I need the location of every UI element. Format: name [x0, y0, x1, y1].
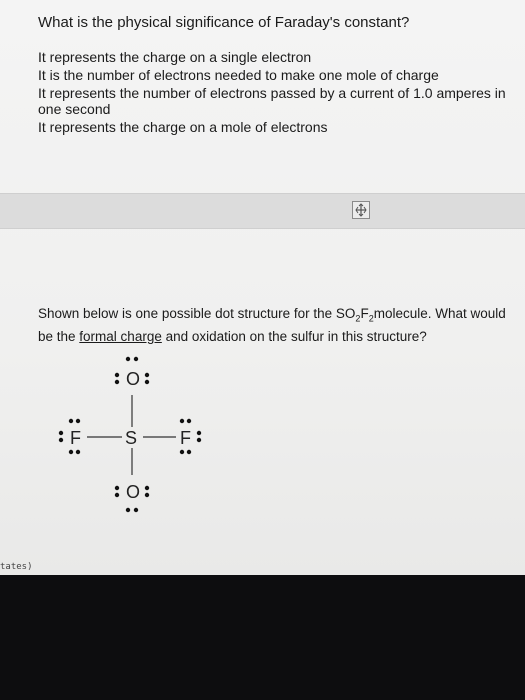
answer-option-1[interactable]: It represents the charge on a single electron [38, 49, 312, 65]
section-divider [0, 193, 525, 229]
monitor-bezel [0, 575, 525, 700]
formula-subscript-f: 2 [368, 313, 374, 324]
formal-charge-link: formal charge [79, 328, 162, 344]
atom-sulfur: S [125, 428, 138, 448]
atom-oxygen-top: O [126, 369, 141, 389]
lewis-structure [40, 345, 240, 520]
formula-subscript-o: 2 [355, 313, 361, 324]
resize-handle-icon[interactable] [352, 201, 370, 219]
answer-option-2[interactable]: It is the number of electrons needed to make one mole of charge [38, 67, 439, 83]
question-faraday [38, 14, 523, 137]
side-label: tates) [0, 562, 33, 572]
atom-fluorine-right: F [180, 428, 191, 448]
formula-f: F [360, 306, 369, 321]
question-text-end: and oxidation on the sulfur in this structure? [161, 328, 427, 344]
question-text [38, 305, 518, 345]
atom-oxygen-bottom: O [126, 482, 141, 502]
question-title: What is the physical significance of Faraday's constant? [38, 14, 410, 31]
question-text-mid: molecule. What would be the [38, 306, 506, 344]
answer-option-3[interactable]: It represents the number of electrons passed by a current of 1.0 amperes in one second [38, 85, 506, 117]
atom-fluorine-left: F [70, 428, 81, 448]
answer-option-4[interactable]: It represents the charge on a mole of electrons [38, 119, 328, 135]
question-text-start: Shown below is one possible dot structure for the SO [38, 306, 356, 321]
question-sulfur-formal-charge [38, 305, 518, 345]
